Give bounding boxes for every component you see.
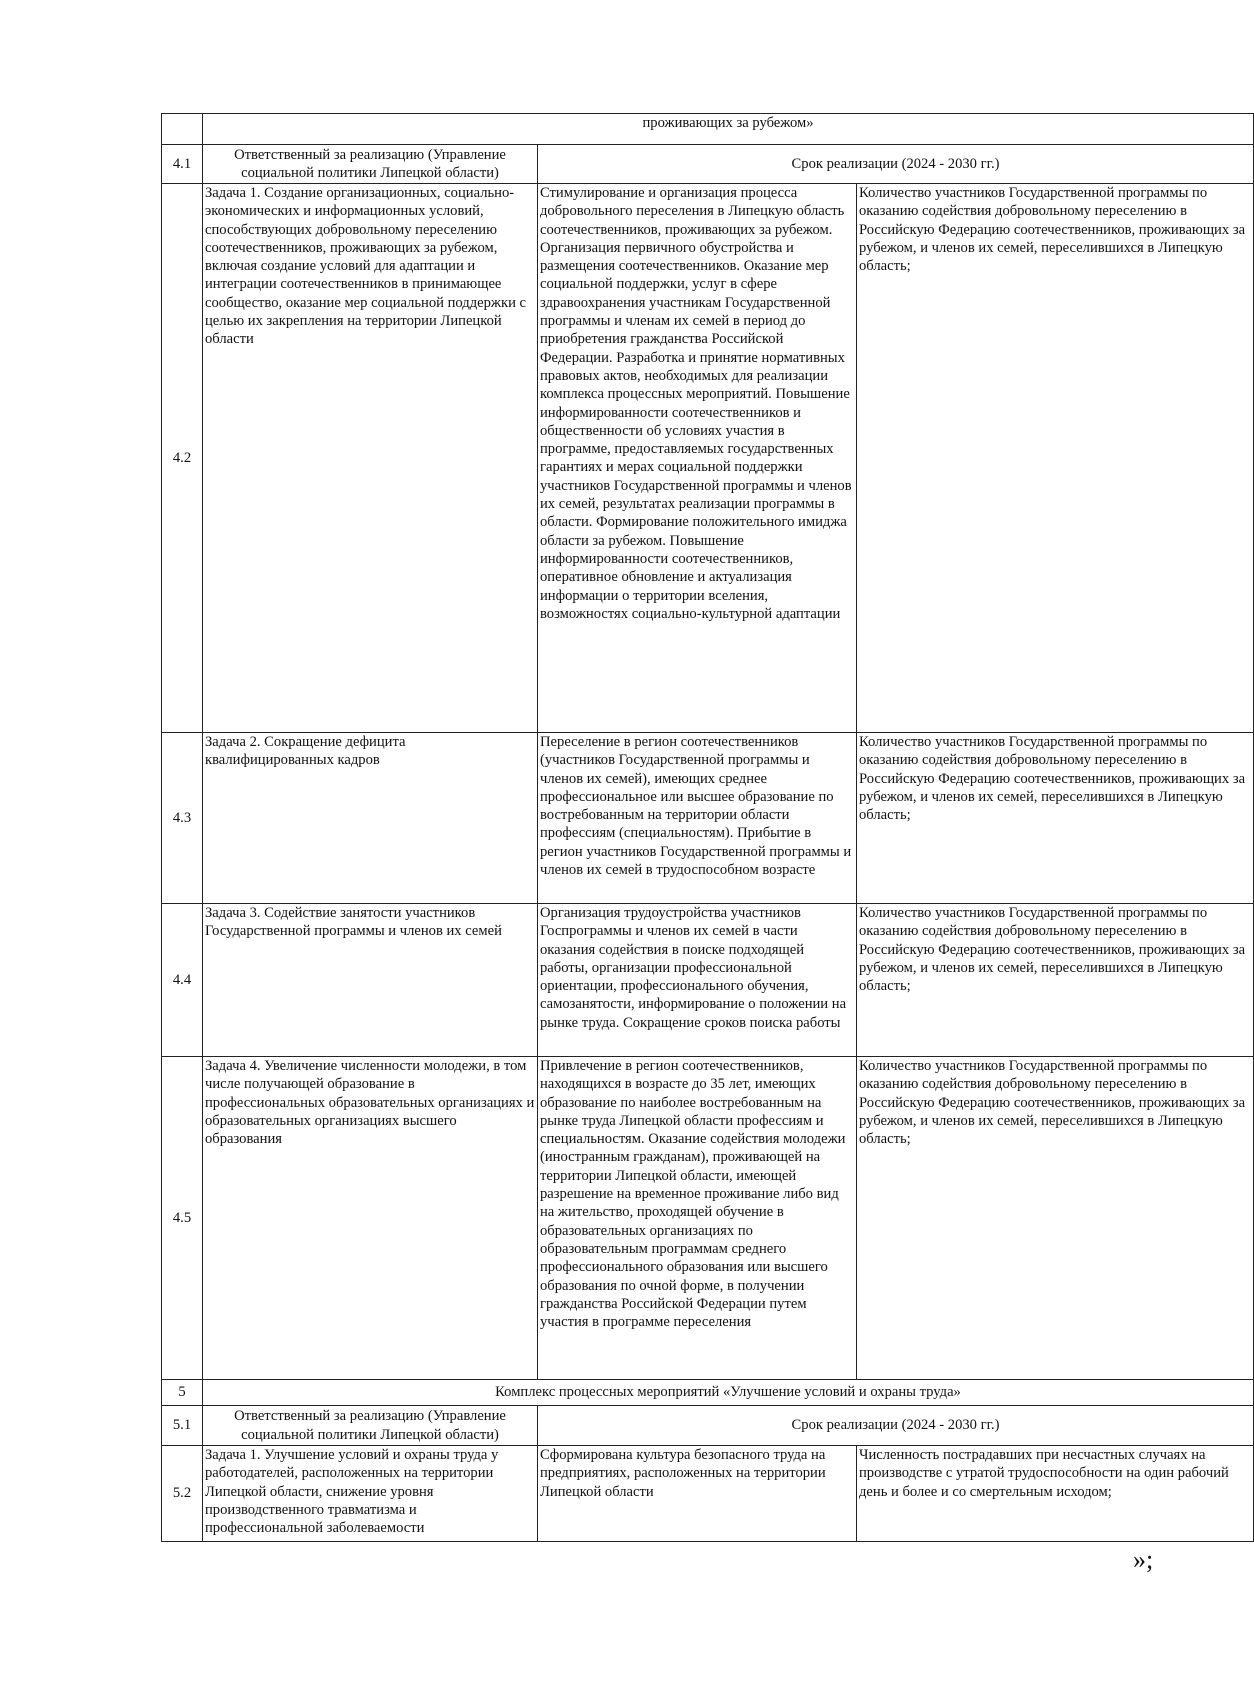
table-row — [162, 145, 1254, 184]
indicator-cell: Количество участников Государственной программы по оказанию содействия добровольному переселению в Российскую Федерацию соотечественников, проживающих за рубежом, и членов их семей, переселившихся в Липецкую область; — [857, 904, 1254, 1057]
indicator-cell: Количество участников Государственной программы по оказанию содействия добровольному переселению в Российскую Федерацию соотечественников, проживающих за рубежом, и членов их семей, переселившихся в Липецкую область; — [857, 1057, 1254, 1380]
table-row — [162, 1380, 1254, 1406]
indicator-cell: Количество участников Государственной программы по оказанию содействия добровольному переселению в Российскую Федерацию соотечественников, проживающих за рубежом, и членов их семей, переселившихся в Липецкую область; — [857, 184, 1254, 733]
responsible-cell: Ответственный за реализацию (Управление социальной политики Липецкой области) — [203, 145, 538, 184]
description-cell: Стимулирование и организация процесса добровольного переселения в Липецкую область соотечественников, проживающих за рубежом. Организация первичного обустройства и размещения соотечественников. Оказание мер социальной поддержки, услуг в сфере здравоохранения участникам Государственной программы и членам их семей в период до приобретения гражданства Российской Федерации. Разработка и принятие нормативных правовых актов, необходимых для реализации комплекса процессных мероприятий. Повышение информированности соотечественников и общественности об условиях участия в программе, предоставляемых государственных гарантиях и мерах социальной поддержки участников Государственной программы и членов их семей, результатах реализации программы в области. Формирование положительного имиджа области за рубежом. Повышение информированности соотечественников, оперативное обновление и актуализация информации о территории вселения, возможностях социально-культурной адаптации — [538, 184, 857, 733]
row-number: 5.1 — [162, 1406, 203, 1446]
section-title: Комплекс процессных мероприятий «Улучшение условий и охраны труда» — [203, 1380, 1254, 1406]
row-number: 4.1 — [162, 145, 203, 184]
description-cell: Привлечение в регион соотечественников, находящихся в возрасте до 35 лет, имеющих образование по наиболее востребованным на рынке труда Липецкой области профессиям и специальностям. Оказание содействия молодежи (иностранным гражданам), проживающей на территории Липецкой области, имеющей разрешение на временное проживание либо вид на жительство, проходящей обучение в образовательных организациях по образовательным программам среднего профессионального образования или высшего образования по очной форме, в получении гражданства Российской Федерации путем участия в программе переселения — [538, 1057, 857, 1380]
indicator-cell: Численность пострадавших при несчастных случаях на производстве с утратой трудоспособности на один рабочий день и более и со смертельным исходом; — [857, 1446, 1254, 1542]
table-row — [162, 904, 1254, 1057]
row-number: 5 — [162, 1380, 203, 1406]
row-number: 4.3 — [162, 733, 203, 904]
table-row — [162, 1057, 1254, 1380]
task-cell: Задача 4. Увеличение численности молодежи, в том числе получающей образование в профессиональных образовательных организациях и образовательных организациях высшего образования — [203, 1057, 538, 1380]
program-table — [161, 113, 1254, 1542]
row-number: 4.5 — [162, 1057, 203, 1380]
task-cell: Задача 1. Создание организационных, социально-экономических и информационных условий, способствующих добровольному переселению соотечественников, проживающих за рубежом, включая создание условий для адаптации и интеграции соотечественников в принимающее сообщество, оказание мер социальной поддержки с целью их закрепления на территории Липецкой области — [203, 184, 538, 733]
task-cell: Задача 2. Сокращение дефицита квалифицированных кадров — [203, 733, 538, 904]
indicator-cell: Количество участников Государственной программы по оказанию содействия добровольному переселению в Российскую Федерацию соотечественников, проживающих за рубежом, и членов их семей, переселившихся в Липецкую область; — [857, 733, 1254, 904]
task-cell: Задача 3. Содействие занятости участников Государственной программы и членов их семей — [203, 904, 538, 1057]
table-row — [162, 1406, 1254, 1446]
row-number: 5.2 — [162, 1446, 203, 1542]
section-continuation: проживающих за рубежом» — [203, 114, 1254, 145]
description-cell: Переселение в регион соотечественников (участников Государственной программы и членов их семей), имеющих среднее профессиональное или высшее образование по востребованным на территории области профессиям (специальностям). Прибытие в регион участников Государственной программы и членов их семей в трудоспособном возрасте — [538, 733, 857, 904]
period-cell: Срок реализации (2024 - 2030 гг.) — [538, 145, 1254, 184]
responsible-cell: Ответственный за реализацию (Управление социальной политики Липецкой области) — [203, 1406, 538, 1446]
row-number: 4.2 — [162, 184, 203, 733]
table-row — [162, 184, 1254, 733]
description-cell: Сформирована культура безопасного труда на предприятиях, расположенных на территории Липецкой области — [538, 1446, 857, 1542]
row-number — [162, 114, 203, 145]
table-row — [162, 733, 1254, 904]
table-row — [162, 1446, 1254, 1542]
closing-quote-mark: »; — [1133, 1545, 1154, 1574]
table-row — [162, 114, 1254, 145]
description-cell: Организация трудоустройства участников Госпрограммы и членов их семей в части оказания содействия в поиске подходящей работы, организации профессиональной ориентации, профессионального обучения, самозанятости, информирование о положении на рынке труда. Сокращение сроков поиска работы — [538, 904, 857, 1057]
row-number: 4.4 — [162, 904, 203, 1057]
period-cell: Срок реализации (2024 - 2030 гг.) — [538, 1406, 1254, 1446]
task-cell: Задача 1. Улучшение условий и охраны труда у работодателей, расположенных на территории Липецкой области, снижение уровня производственного травматизма и профессиональной заболеваемости — [203, 1446, 538, 1542]
